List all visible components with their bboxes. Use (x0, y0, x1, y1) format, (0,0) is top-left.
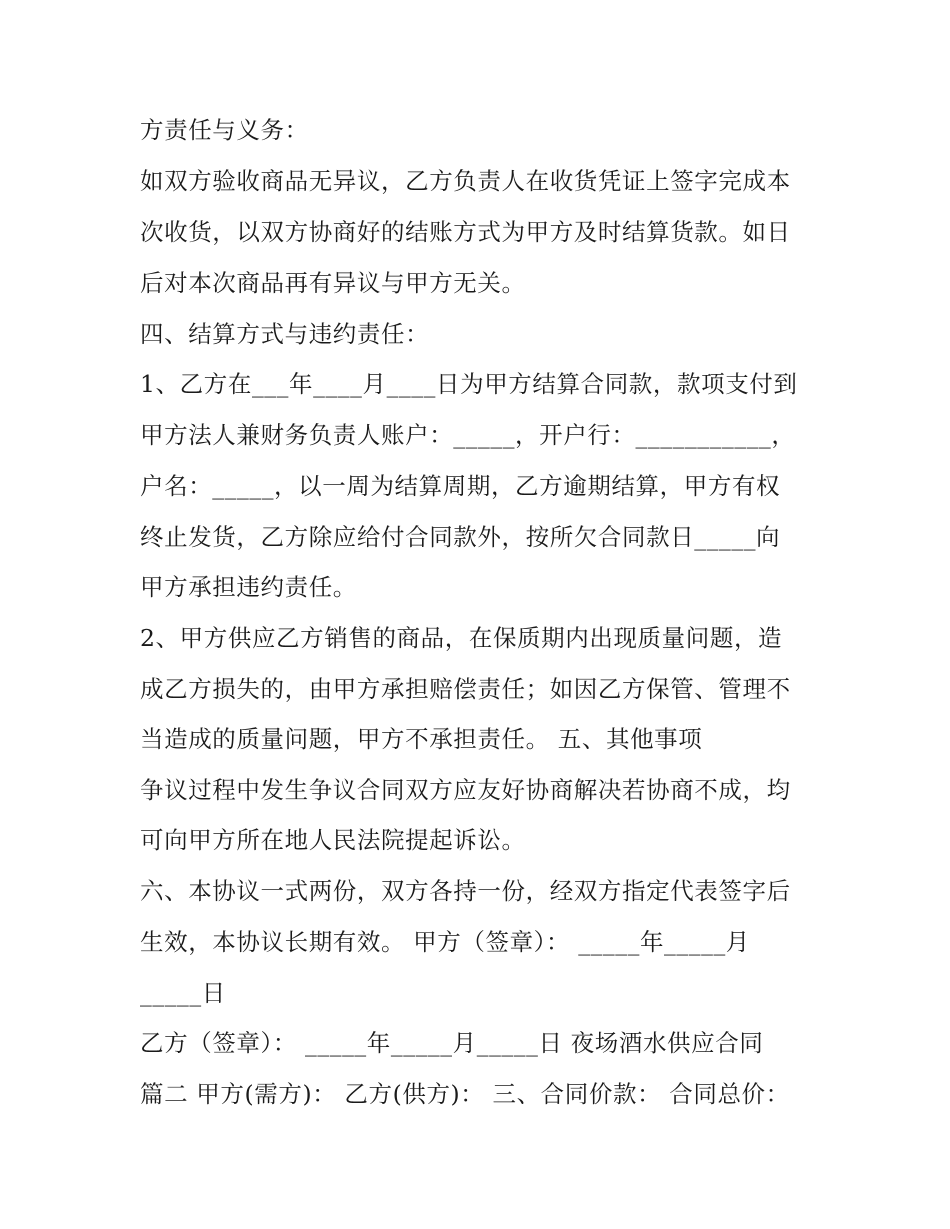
text-line: 终止发货，乙方除应给付合同款外，按所欠合同款日_____向 (140, 523, 781, 551)
text-line: 次收货，以双方协商好的结账方式为甲方及时结算货款。如日 (140, 218, 791, 246)
text-line: 1、乙方在___年____月____日为甲方结算合同款，款项支付到 (140, 370, 798, 398)
text-line: 方责任与义务： (140, 116, 309, 144)
text-line: 生效，本协议长期有效。 甲方（签章）： _____年_____月 (140, 928, 750, 956)
text-line: _____日 (140, 979, 226, 1007)
text-line: 争议过程中发生争议合同双方应友好协商解决若协商不成，均 (140, 776, 791, 804)
text-line: 成乙方损失的，由甲方承担赔偿责任；如因乙方保管、管理不 (140, 675, 791, 703)
text-line: 后对本次商品再有异议与甲方无关。 (140, 269, 526, 297)
text-line: 可向甲方所在地人民法院提起诉讼。 (140, 826, 526, 854)
section-heading: 四、结算方式与违约责任： (140, 320, 430, 348)
text-line: 甲方承担违约责任。 (140, 573, 357, 601)
text-line: 当造成的质量问题，甲方不承担责任。 五、其他事项 (140, 725, 703, 753)
text-line: 乙方（签章）： _____年_____月_____日 夜场酒水供应合同 (140, 1029, 764, 1057)
text-line: 如双方验收商品无异议，乙方负责人在收货凭证上签字完成本 (140, 167, 791, 195)
text-line: 户名：_____，以一周为结算周期，乙方逾期结算，甲方有权 (140, 472, 781, 500)
text-line: 2、甲方供应乙方销售的商品，在保质期内出现质量问题，造 (140, 624, 783, 652)
text-line: 六、本协议一式两份，双方各持一份，经双方指定代表签字后 (140, 877, 791, 905)
text-line: 甲方法人兼财务负责人账户：_____，开户行：___________， (140, 421, 796, 449)
text-line: 篇二 甲方(需方)： 乙方(供方)： 三、合同价款： 合同总价： (140, 1080, 790, 1108)
